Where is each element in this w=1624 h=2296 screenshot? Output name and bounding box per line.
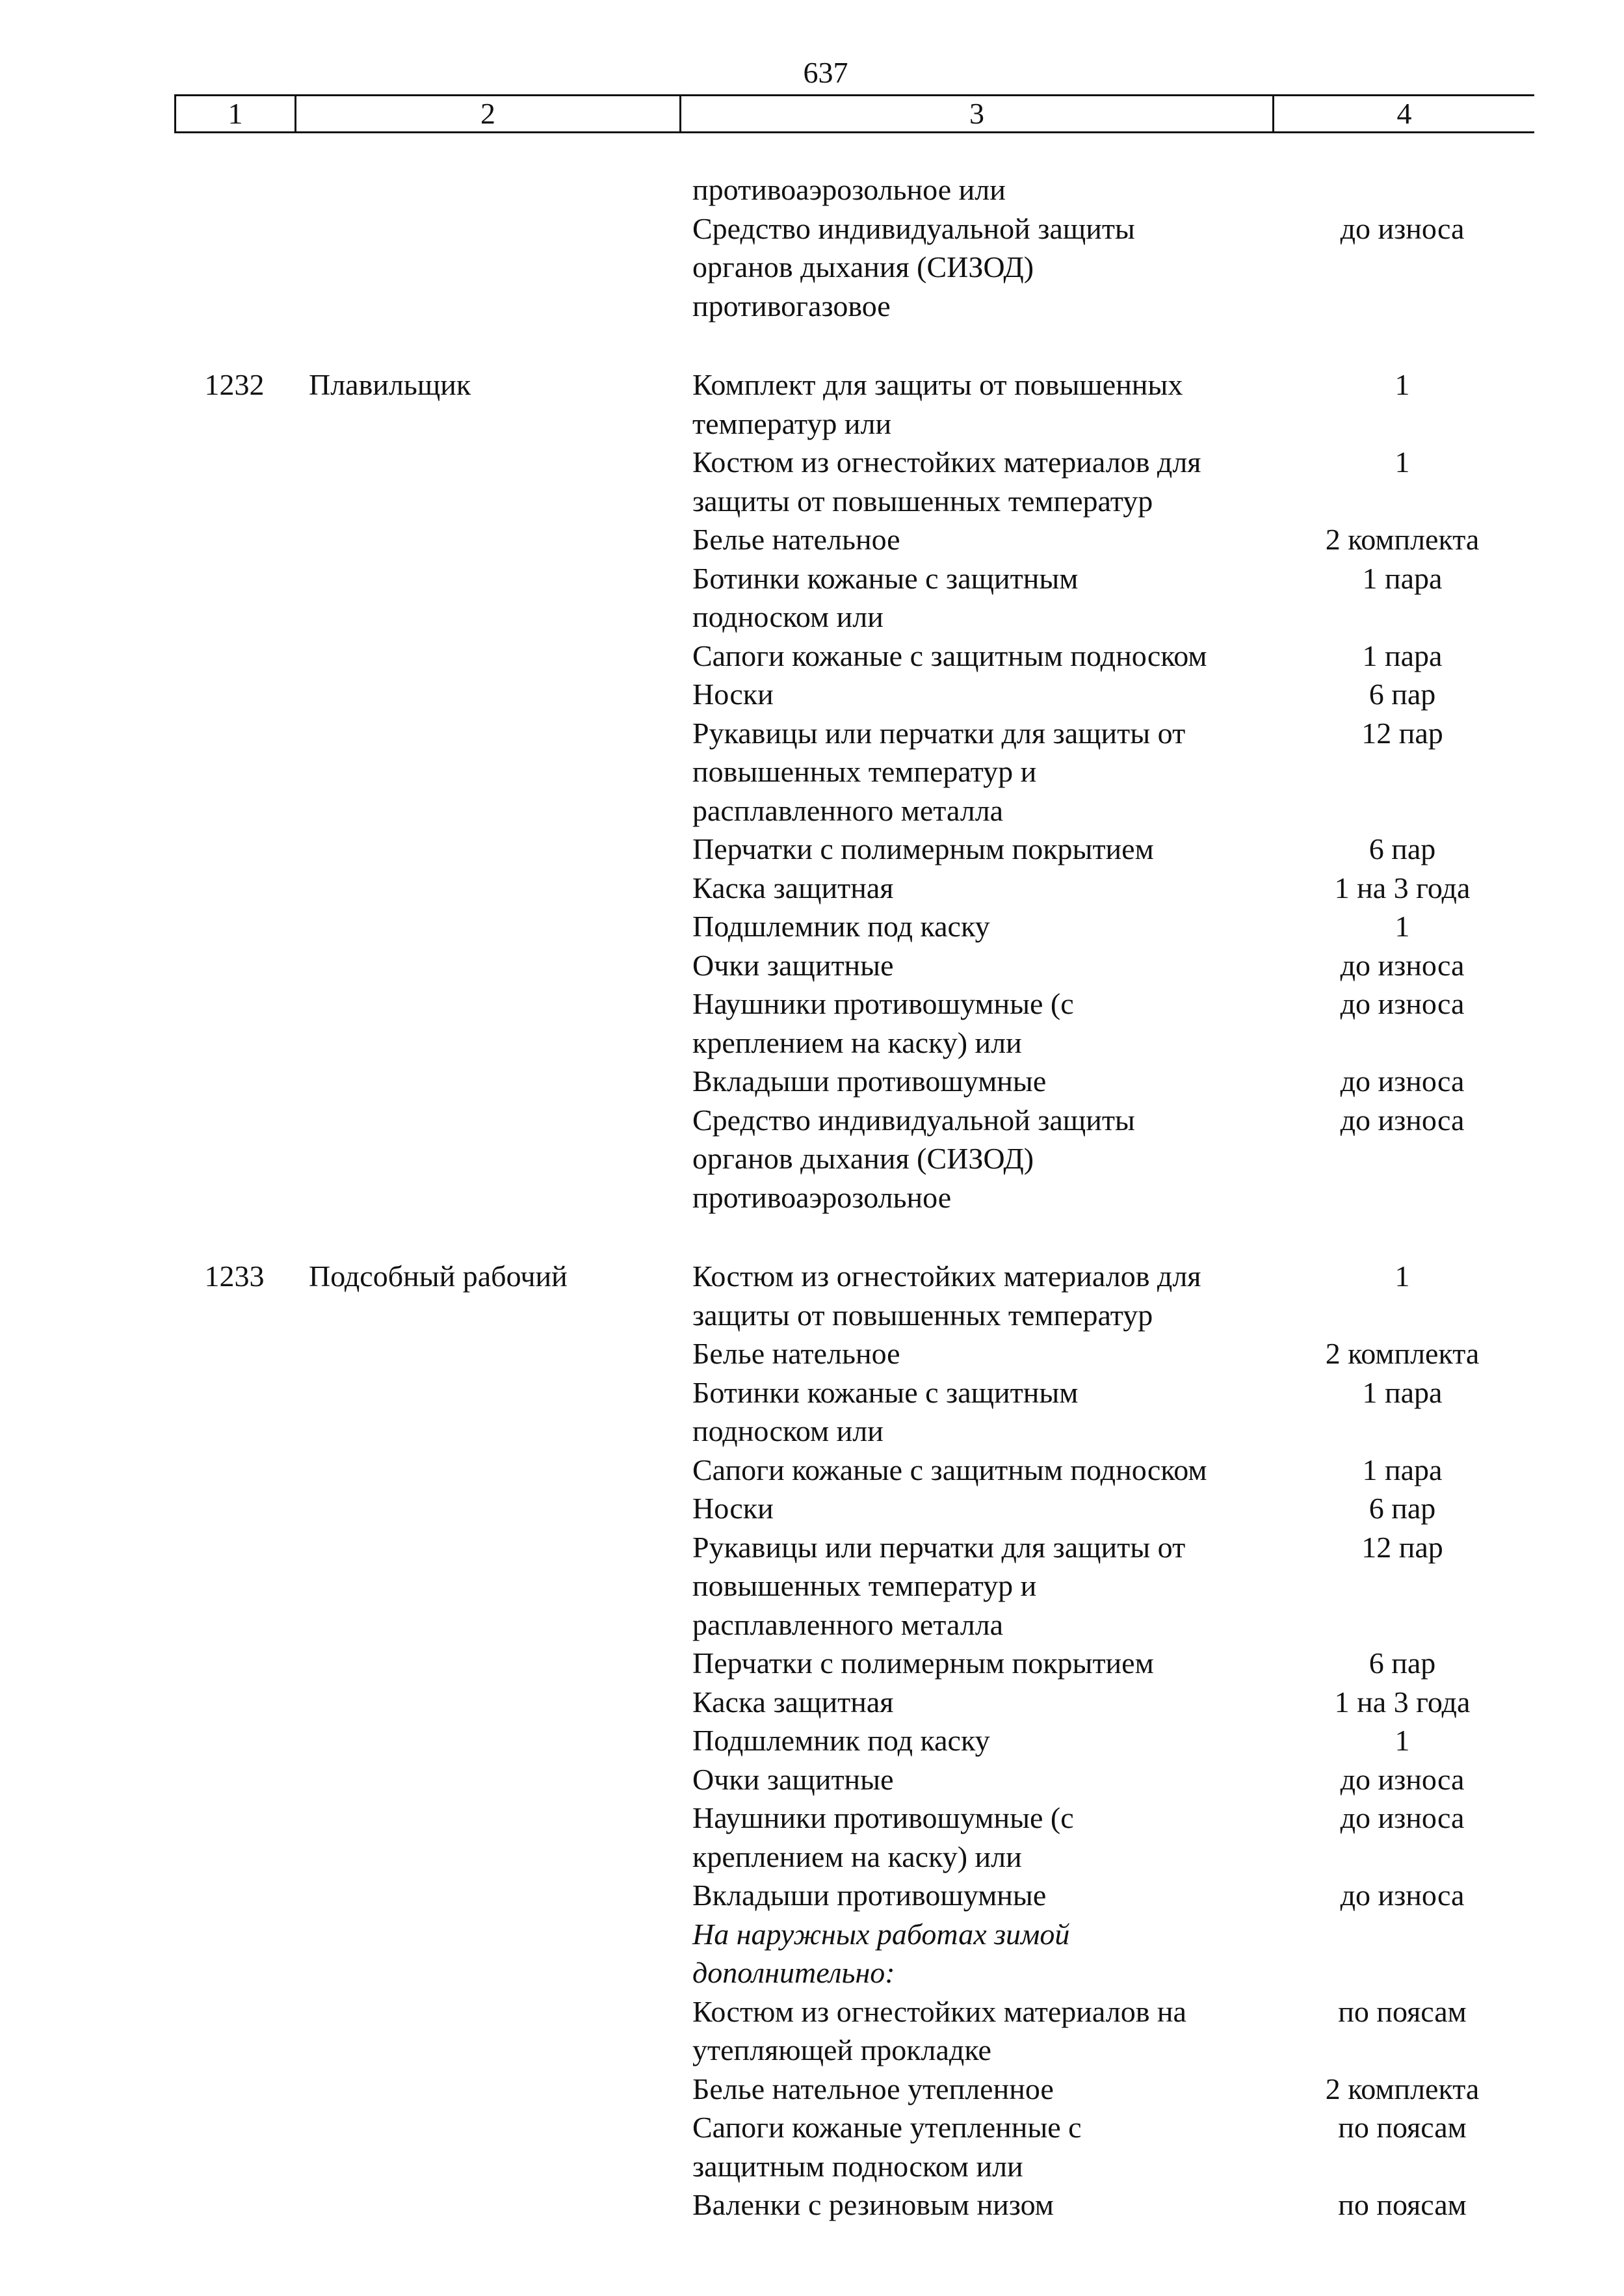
profession-code xyxy=(174,482,295,521)
issue-norm: 6 пар xyxy=(1369,678,1436,711)
ppe-item: противоаэрозольное xyxy=(692,1180,952,1214)
issue-norm: 2 комплекта xyxy=(1325,1337,1480,1370)
ppe-item: Очки защитные xyxy=(692,948,894,982)
issue-norm: 1 пара xyxy=(1362,639,1443,672)
list-item xyxy=(174,1101,1534,1140)
issue-norm xyxy=(1272,2147,1532,2186)
profession-code xyxy=(174,637,295,676)
list-item xyxy=(174,1566,1534,1605)
profession-name xyxy=(295,1528,679,1567)
ppe-item: Валенки с резиновым низом xyxy=(692,2188,1054,2221)
profession-code xyxy=(174,1412,295,1451)
issue-norm xyxy=(1272,248,1532,287)
list-item xyxy=(174,209,1534,248)
profession-code xyxy=(174,404,295,443)
list-item xyxy=(174,1451,1534,1490)
profession-code xyxy=(174,869,295,908)
ppe-item: Очки защитные xyxy=(692,1762,894,1796)
ppe-item: Средство индивидуальной защиты xyxy=(692,1103,1135,1137)
profession-code xyxy=(174,1683,295,1722)
ppe-item: температур или xyxy=(692,406,892,440)
issue-norm: до износа xyxy=(1340,1801,1465,1834)
header-col-3: 3 xyxy=(681,96,1274,131)
profession-code xyxy=(174,2070,295,2109)
profession-name xyxy=(295,1915,679,1954)
profession-name xyxy=(295,1992,679,2031)
issue-norm: 1 xyxy=(1395,910,1410,943)
ppe-item: Средство индивидуальной защиты xyxy=(692,211,1135,245)
list-item xyxy=(174,248,1534,287)
issue-norm xyxy=(1272,1838,1532,1877)
ppe-item: дополнительно: xyxy=(692,1956,895,1989)
profession-code xyxy=(174,1838,295,1877)
profession-code xyxy=(174,1451,295,1490)
profession-code xyxy=(174,209,295,248)
ppe-item: Рукавицы или перчатки для защиты от xyxy=(692,1530,1186,1564)
list-item xyxy=(174,1992,1534,2031)
list-item xyxy=(174,946,1534,985)
profession-code xyxy=(174,984,295,1023)
list-item xyxy=(174,559,1534,598)
profession-code xyxy=(174,714,295,753)
profession-code xyxy=(174,1760,295,1799)
ppe-item: противогазовое xyxy=(692,289,891,323)
list-item xyxy=(174,2147,1534,2186)
issue-norm: по поясам xyxy=(1338,2188,1467,2221)
profession-code xyxy=(174,907,295,946)
header-col-2: 2 xyxy=(296,96,681,131)
list-item xyxy=(174,1915,1534,1954)
ppe-item: защиты от повышенных температур xyxy=(692,484,1153,518)
header-col-1: 1 xyxy=(176,96,296,131)
profession-name xyxy=(295,520,679,559)
profession-name xyxy=(295,1644,679,1683)
profession-name xyxy=(295,791,679,830)
profession-code xyxy=(174,1566,295,1605)
list-item xyxy=(174,714,1534,753)
ppe-item: Носки xyxy=(692,1492,774,1525)
profession-name xyxy=(295,830,679,869)
ppe-item: Вкладыши противошумные xyxy=(692,1879,1047,1912)
issue-norm: до износа xyxy=(1340,948,1465,982)
profession-code xyxy=(174,1992,295,2031)
profession-code xyxy=(174,1915,295,1954)
list-item xyxy=(174,830,1534,869)
issue-norm xyxy=(1272,1178,1532,1217)
ppe-item: Подшлемник под каску xyxy=(692,910,990,943)
list-item xyxy=(174,2031,1534,2070)
issue-norm: до износа xyxy=(1340,1064,1465,1098)
ppe-item: органов дыхания (СИЗОД) xyxy=(692,250,1034,284)
profession-name xyxy=(295,1799,679,1838)
ppe-item: Носки xyxy=(692,678,774,711)
issue-norm: 6 пар xyxy=(1369,1646,1436,1680)
profession-name xyxy=(295,1953,679,1992)
list-item xyxy=(174,1953,1534,1992)
issue-norm xyxy=(1272,1296,1532,1335)
ppe-item: Белье нательное xyxy=(692,523,900,556)
ppe-item: Сапоги кожаные с защитным подноском xyxy=(692,1453,1207,1486)
issue-norm: до износа xyxy=(1340,211,1465,245)
list-item xyxy=(174,1373,1534,1412)
profession-name xyxy=(295,1139,679,1178)
profession-code xyxy=(174,1489,295,1528)
list-item xyxy=(174,2070,1534,2109)
issue-norm xyxy=(1272,404,1532,443)
profession-name xyxy=(295,287,679,326)
profession-code xyxy=(174,248,295,287)
list-item xyxy=(174,675,1534,714)
list-item xyxy=(174,443,1534,482)
issue-norm xyxy=(1272,1605,1532,1644)
ppe-item: Подшлемник под каску xyxy=(692,1724,990,1757)
profession-code xyxy=(174,830,295,869)
profession-code xyxy=(174,946,295,985)
ppe-item: расплавленного металла xyxy=(692,793,1004,827)
profession-code xyxy=(174,1721,295,1760)
profession-name xyxy=(295,2108,679,2147)
list-item xyxy=(174,482,1534,521)
ppe-item: На наружных работах зимой xyxy=(692,1917,1070,1951)
issue-norm: 12 пар xyxy=(1361,1530,1443,1564)
issue-norm xyxy=(1272,170,1532,209)
profession-code xyxy=(174,675,295,714)
issue-norm xyxy=(1272,752,1532,791)
profession-name xyxy=(295,209,679,248)
table-body xyxy=(174,170,1534,2265)
profession-name xyxy=(295,1451,679,1490)
issue-norm: 2 комплекта xyxy=(1325,2072,1480,2105)
issue-norm: 1 xyxy=(1395,368,1410,401)
profession-name xyxy=(295,1760,679,1799)
list-item xyxy=(174,404,1534,443)
profession-name xyxy=(295,1373,679,1412)
profession-name xyxy=(295,1876,679,1915)
issue-norm xyxy=(1272,2031,1532,2070)
profession-name xyxy=(295,1101,679,1140)
profession-name: Подсобный рабочий xyxy=(309,1260,568,1293)
page-number: 637 xyxy=(803,56,848,89)
list-item xyxy=(174,170,1534,209)
issue-norm xyxy=(1272,1023,1532,1062)
ppe-item: повышенных температур и xyxy=(692,755,1037,788)
profession-name xyxy=(295,714,679,753)
list-item xyxy=(174,1605,1534,1644)
profession-code xyxy=(174,2108,295,2147)
profession-name xyxy=(295,1062,679,1101)
table-row-block xyxy=(174,1257,1534,2224)
ppe-item: противоаэрозольное или xyxy=(692,173,1006,206)
profession-name xyxy=(295,482,679,521)
ppe-item: подноском или xyxy=(692,1414,884,1447)
profession-code xyxy=(174,443,295,482)
profession-name xyxy=(295,1334,679,1373)
issue-norm: до износа xyxy=(1340,1103,1465,1137)
profession-name xyxy=(295,598,679,637)
profession-name xyxy=(295,248,679,287)
list-item xyxy=(174,752,1534,791)
list-item xyxy=(174,598,1534,637)
issue-norm xyxy=(1272,1412,1532,1451)
ppe-item: креплением на каску) или xyxy=(692,1840,1022,1873)
list-item xyxy=(174,1644,1534,1683)
profession-code xyxy=(174,1101,295,1140)
list-item xyxy=(174,287,1534,326)
profession-code xyxy=(174,1062,295,1101)
ppe-item: Белье нательное xyxy=(692,1337,900,1370)
profession-code xyxy=(174,170,295,209)
header-col-4: 4 xyxy=(1396,97,1412,130)
profession-code xyxy=(174,2147,295,2186)
ppe-item: Ботинки кожаные с защитным xyxy=(692,561,1079,595)
ppe-item: Вкладыши противошумные xyxy=(692,1064,1047,1098)
profession-name xyxy=(295,1721,679,1760)
issue-norm xyxy=(1272,1953,1532,1992)
issue-norm: 1 на 3 года xyxy=(1334,1685,1471,1719)
profession-code xyxy=(174,1296,295,1335)
issue-norm: 1 на 3 года xyxy=(1334,871,1471,904)
profession-name xyxy=(295,1566,679,1605)
profession-code xyxy=(174,1373,295,1412)
issue-norm xyxy=(1272,1915,1532,1954)
issue-norm xyxy=(1272,1566,1532,1605)
ppe-item: защиты от повышенных температур xyxy=(692,1298,1153,1332)
ppe-item: Перчатки с полимерным покрытием xyxy=(692,832,1154,865)
list-item xyxy=(174,1334,1534,1373)
issue-norm: 6 пар xyxy=(1369,832,1436,865)
list-item xyxy=(174,2185,1534,2224)
profession-code xyxy=(174,791,295,830)
profession-name xyxy=(295,2070,679,2109)
list-item xyxy=(174,907,1534,946)
ppe-item: Белье нательное утепленное xyxy=(692,2072,1054,2105)
ppe-item: Сапоги кожаные с защитным подноском xyxy=(692,639,1207,672)
profession-name xyxy=(295,170,679,209)
ppe-item: утепляющей прокладке xyxy=(692,2033,991,2066)
profession-code xyxy=(174,1605,295,1644)
ppe-item: Каска защитная xyxy=(692,1685,894,1719)
issue-norm: 1 пара xyxy=(1362,561,1443,595)
profession-name xyxy=(295,2147,679,2186)
profession-name xyxy=(295,1296,679,1335)
profession-code xyxy=(174,1334,295,1373)
profession-name xyxy=(295,1605,679,1644)
issue-norm xyxy=(1272,482,1532,521)
profession-code xyxy=(174,1799,295,1838)
profession-code xyxy=(174,598,295,637)
list-item xyxy=(174,1062,1534,1101)
profession-code: 1233 xyxy=(204,1260,265,1293)
ppe-item: расплавленного металла xyxy=(692,1607,1004,1641)
table-row-block xyxy=(174,170,1534,325)
profession-code xyxy=(174,1139,295,1178)
ppe-item: Рукавицы или перчатки для защиты от xyxy=(692,716,1186,750)
profession-name xyxy=(295,752,679,791)
list-item xyxy=(174,1683,1534,1722)
issue-norm: 1 пара xyxy=(1362,1375,1443,1409)
ppe-item: Комплект для защиты от повышенных xyxy=(692,368,1183,401)
issue-norm: до износа xyxy=(1340,1879,1465,1912)
ppe-item: Костюм из огнестойких материалов на xyxy=(692,1994,1186,2028)
profession-name xyxy=(295,637,679,676)
issue-norm xyxy=(1272,1139,1532,1178)
list-item xyxy=(174,1489,1534,1528)
issue-norm: 1 пара xyxy=(1362,1453,1443,1486)
table-header xyxy=(174,94,1534,133)
issue-norm: 1 xyxy=(1395,1724,1410,1757)
list-item xyxy=(174,1257,1534,1296)
issue-norm: 2 комплекта xyxy=(1325,523,1480,556)
issue-norm: до износа xyxy=(1340,987,1465,1020)
issue-norm xyxy=(1272,287,1532,326)
profession-code xyxy=(174,2031,295,2070)
profession-code xyxy=(174,559,295,598)
ppe-item: Ботинки кожаные с защитным xyxy=(692,1375,1079,1409)
list-item xyxy=(174,791,1534,830)
list-item xyxy=(174,1721,1534,1760)
ppe-item: креплением на каску) или xyxy=(692,1025,1022,1059)
profession-name xyxy=(295,1023,679,1062)
table-row-block xyxy=(174,365,1534,1217)
profession-code xyxy=(174,752,295,791)
ppe-item: Наушники противошумные (с xyxy=(692,1801,1074,1834)
ppe-item: Перчатки с полимерным покрытием xyxy=(692,1646,1154,1680)
profession-name: Плавильщик xyxy=(309,368,471,401)
list-item xyxy=(174,2108,1534,2147)
list-item xyxy=(174,1760,1534,1799)
profession-name xyxy=(295,1178,679,1217)
profession-name xyxy=(295,1838,679,1877)
ppe-item: Костюм из огнестойких материалов для xyxy=(692,445,1201,479)
list-item xyxy=(174,1296,1534,1335)
profession-code xyxy=(174,1876,295,1915)
issue-norm xyxy=(1272,791,1532,830)
profession-name xyxy=(295,675,679,714)
list-item xyxy=(174,1023,1534,1062)
profession-name xyxy=(295,984,679,1023)
profession-name xyxy=(295,404,679,443)
profession-code xyxy=(174,1178,295,1217)
list-item xyxy=(174,1799,1534,1838)
profession-name xyxy=(295,1683,679,1722)
ppe-item: подноском или xyxy=(692,600,884,633)
list-item xyxy=(174,1412,1534,1451)
issue-norm xyxy=(1272,598,1532,637)
profession-code: 1232 xyxy=(204,368,265,401)
list-item xyxy=(174,869,1534,908)
issue-norm: 1 xyxy=(1395,445,1410,479)
issue-norm: 12 пар xyxy=(1361,716,1443,750)
issue-norm: 6 пар xyxy=(1369,1492,1436,1525)
list-item xyxy=(174,1838,1534,1877)
list-item xyxy=(174,1876,1534,1915)
profession-code xyxy=(174,520,295,559)
ppe-item: Каска защитная xyxy=(692,871,894,904)
ppe-item: Сапоги кожаные утепленные с xyxy=(692,2111,1082,2144)
profession-code xyxy=(174,2185,295,2224)
profession-code xyxy=(174,1528,295,1567)
profession-name xyxy=(295,869,679,908)
profession-name xyxy=(295,946,679,985)
profession-code xyxy=(174,1953,295,1992)
list-item xyxy=(174,1178,1534,1217)
list-item xyxy=(174,1139,1534,1178)
profession-name xyxy=(295,1412,679,1451)
list-item xyxy=(174,637,1534,676)
issue-norm: 1 xyxy=(1395,1260,1410,1293)
profession-name xyxy=(295,559,679,598)
profession-name xyxy=(295,2031,679,2070)
profession-name xyxy=(295,907,679,946)
list-item xyxy=(174,1528,1534,1567)
profession-code xyxy=(174,287,295,326)
profession-code xyxy=(174,1644,295,1683)
ppe-item: органов дыхания (СИЗОД) xyxy=(692,1142,1034,1175)
issue-norm: по поясам xyxy=(1338,2111,1467,2144)
profession-name xyxy=(295,2185,679,2224)
issue-norm: по поясам xyxy=(1338,1994,1467,2028)
list-item xyxy=(174,984,1534,1023)
list-item xyxy=(174,520,1534,559)
ppe-item: Наушники противошумные (с xyxy=(692,987,1074,1020)
ppe-item: Костюм из огнестойких материалов для xyxy=(692,1260,1201,1293)
list-item xyxy=(174,365,1534,404)
profession-name xyxy=(295,1489,679,1528)
issue-norm: до износа xyxy=(1340,1762,1465,1796)
profession-code xyxy=(174,1023,295,1062)
ppe-item: повышенных температур и xyxy=(692,1569,1037,1602)
ppe-item: защитным подноском или xyxy=(692,2149,1023,2183)
profession-name xyxy=(295,443,679,482)
